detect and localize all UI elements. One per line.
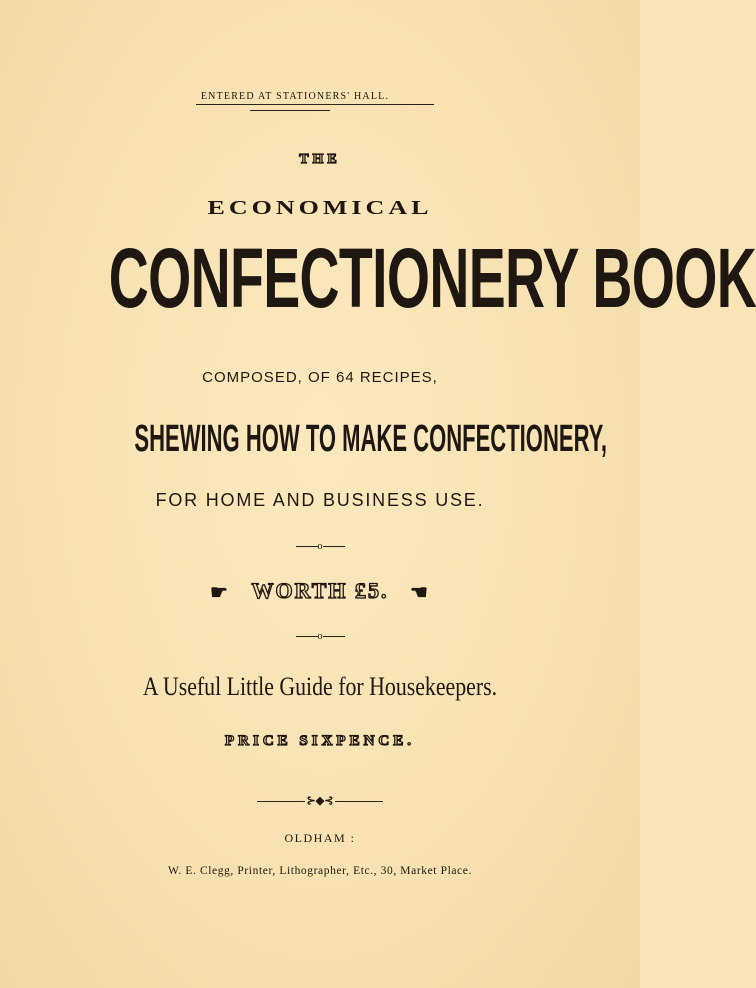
top-rule-short xyxy=(250,110,330,111)
pointing-hand-right-icon: ☛ xyxy=(210,582,230,605)
separator-dash xyxy=(0,541,640,552)
top-rule xyxy=(196,104,434,105)
separator-o: o xyxy=(317,541,323,552)
ornament-icon: ⊱◆⊰ xyxy=(306,795,334,807)
title-economical: ECONOMICAL xyxy=(207,196,433,219)
title-the: THE xyxy=(299,152,341,167)
worth-text: WORTH £5. xyxy=(251,578,389,603)
separator-dash xyxy=(0,631,640,642)
price-line: PRICE SIXPENCE. xyxy=(224,733,416,749)
main-title: CONFECTIONERY BOOK xyxy=(108,231,756,325)
imprint-place: OLDHAM : xyxy=(284,831,356,845)
guide-line: A Useful Little Guide for Housekeepers. xyxy=(142,672,498,701)
worth-row xyxy=(0,578,640,605)
composed-line: COMPOSED, OF 64 RECIPES, xyxy=(202,369,438,386)
shewing-line: SHEWING HOW TO MAKE CONFECTIONERY, xyxy=(134,418,608,460)
imprint-printer: W. E. Clegg, Printer, Lithographer, Etc., 30, Market Place. xyxy=(168,865,472,877)
entered-notice: ENTERED AT STATIONERS' HALL. xyxy=(200,91,390,102)
pointing-hand-left-icon: ☚ xyxy=(410,582,430,605)
ornament-divider xyxy=(0,796,640,807)
for-home-line: FOR HOME AND BUSINESS USE. xyxy=(155,490,485,510)
separator-o: o xyxy=(317,631,323,642)
